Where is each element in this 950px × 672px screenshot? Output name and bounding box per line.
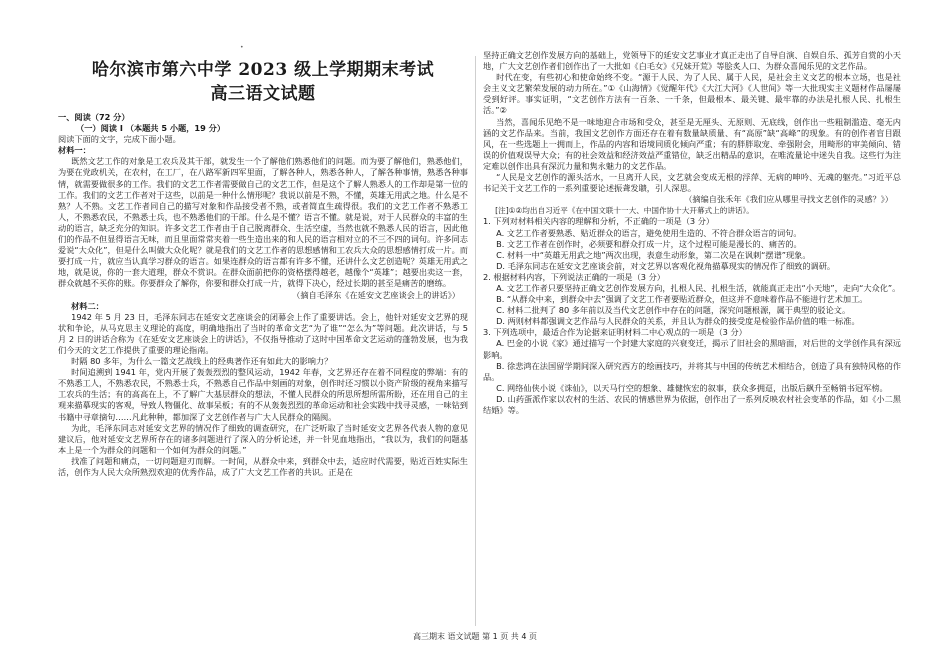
page-footer: 高三期末 语文试题 第 1 页 共 4 页 [413,632,537,641]
subsection-heading: （一）阅读 I （本题共 5 小题，19 分） [76,123,226,134]
punch-mark: • [240,44,244,51]
question-3-option-a: A. 巴金的小说《家》通过描写一个封建大家庭的兴衰变迁，揭示了旧社会的黑暗面，对后世的文学创作具有深远影响。 [483,338,901,360]
section-heading: 一、阅读（72 分） [58,112,130,122]
question-3-stem: 3. 下列选项中，最适合作为论据来证明材料二中心观点的一项是（3 分） [483,327,747,338]
material1-label: 材料一： [58,145,91,156]
material2-paragraph: 为此，毛泽东同志对延安文艺界的情况作了细致的调查研究，在广泛听取了当时延安文艺界各代表人物的意见建议后，他对延安文艺界所存在的诸多问题进行了深入的分析论述，并一针见血地指出，“我以为，我们的问题基本上是一个为群众的问题和一个如何为群众的问题。” [58,422,468,455]
question-1-stem: 1. 下列对材料相关内容的理解和分析，不正确的一项是（3 分） [483,216,715,227]
question-2-option-d: D. 两则材料都强调文艺作品与人民群众的关系，并且认为群众的接受度是检验作品价值的唯一标准。 [496,316,860,327]
instruction: 阅读下面的文字，完成下面小题。 [58,134,181,145]
material2-paragraph: 时代在变，有些初心和使命始终不变。“源于人民、为了人民、属于人民，是社会主义文艺的根本立场，也是社会主义文艺繁荣发展的动力所在。”①《山海情》《觉醒年代》《大江大河》《人世间》等一大批现实主义题材作品屡屡受到好评。事实证明，“文艺创作方法有一百条、一千条，但最根本、最关键、最牢靠的办法是扎根人民、扎根生活。”② [483,72,901,116]
material2-paragraph: 时隔 80 多年，为什么一篇文艺战线上的经典著作还有如此大的影响力？ [71,356,333,367]
material2-paragraph: 找准了问题和痛点，一切问题迎刃而解。一时间，从群众中来，到群众中去，适应时代需要，贴近百姓实际生活，创作为人民大众所熟烈欢迎的优秀作品，成了广大文艺工作者的共识。正是在 [58,455,468,477]
material2-paragraph: “人民是文艺创作的源头活水，一旦离开人民，文艺就会变成无根的浮萍、无病的呻吟、无魂的躯壳。”习近平总书记关于文艺工作的一系列重要论述振聋发聩，引人深思。 [483,172,901,194]
footnote: [注]①②均出自习近平《在中国文联十一大、中国作协十大开幕式上的讲话》。 [495,206,754,216]
material2-continued: 坚持正确文艺创作发展方向的基础上，党领导下的延安文艺事业才真正走出了自导自演、自娱自乐、孤芳自赏的小天地，广大文艺创作者们创作出了一大批如《白毛女》《兄妹开荒》等脍炙人口、为群众喜闻乐见的文艺作品。 [483,50,901,72]
material1-text: 既然文艺工作的对象是工农兵及其干部，就发生一个了解他们熟悉他们的问题。而为要了解他们，熟悉他们，为要在党政机关，在农村，在工厂，在八路军新四军里面，了解各种人，熟悉各种人，了解各种事情，熟悉各种事情，就需要做很多的工作。我们的文艺工作者需要做自己的文艺工作，但是这个了解人熟悉人的工作却是第一位的工作。我们的文艺工作者对于这些，以前是一种什么情形呢？我说以前是不熟，不懂，英雄无用武之地。什么是不熟？人不熟。文艺工作者同自己的描写对象和作品接受者不熟，或者简直生疏得很。我们的文艺工作者不熟悉工人，不熟悉农民，不熟悉士兵，也不熟悉他们的干部。什么是不懂？语言不懂。就是说，对于人民群众的丰富的生动的语言，缺乏充分的知识。许多文艺工作者由于自己脱离群众、生活空虚，当然也就不熟悉人民的语言，因此他们的作品不但显得语言无味，而且里面常常夹着一些生造出来的和人民的语言相对立的不三不四的词句。许多同志爱说“大众化”，但是什么叫做大众化呢？就是我们的文艺工作者的思想感情和工农兵大众的思想感情打成一片。而要打成一片，就应当认真学习群众的语言。如果连群众的语言都有许多不懂，还讲什么文艺创造呢？英雄无用武之地，就是说，你的一套大道理，群众不赏识。在群众面前把你的资格摆得越老，越像个“英雄”；越要出卖这一套，群众就越不买你的账。你要群众了解你，你要和群众打成一片，就得下决心，经过长期的甚至是痛苦的磨练。 [58,156,468,289]
question-2-option-b: B. “从群众中来，到群众中去”强调了文艺工作者要贴近群众，但这并不意味着作品不能进行艺术加工。 [496,294,868,305]
column-divider [475,56,476,626]
question-1-option-a: A. 文艺工作者要熟悉、贴近群众的语言，避免使用生造的、不符合群众语言的词句。 [496,227,802,238]
material2-paragraph: 当然，喜闻乐见绝不是一味地迎合市场和受众，甚至是无厘头、无原则、无底线，创作出一些粗制滥造、毫无内涵的文艺作品来。当前，我国文艺创作方面还存在着有数量缺质量、有“高原”缺“高峰”的现象。有的创作者盲目跟风，在一些选题上一拥而上，作品的内容和语境同质化倾向严重；有的胖胖取宠、牵强附会，用畸形的审美倾向、错误的价值观误导大众；有的社会效益和经济效益严重错位，缺乏出精品的意识，在唯流量论中迷失自我。这些行为注定难以创作出具有深沉力量和隽永魅力的文艺作品。 [483,116,901,171]
question-2-option-a: A. 文艺工作者只要坚持正确文艺创作发展方向，扎根人民、扎根生活，就能真正走出“小天地”，走向“大众化”。 [496,282,901,293]
material2-label: 材料二： [71,300,104,311]
question-1-option-d: D. 毛泽东同志在延安文艺座谈会前，对文艺界以客观化视角描摹现实的情况作了细致的调研。 [496,260,836,271]
question-2-option-c: C. 材料二批判了 80 多年前以及当代文艺创作中存在的问题，深究问题根源，属于典型的驳论文。 [496,305,851,316]
question-3-option-b: B. 徐悲鸿在法国留学期间深入研究西方的绘画技巧，并将其与中国的传统艺术相结合，创造了具有独特风格的作品。 [483,360,901,382]
exam-subtitle: 高三语文试题 [210,84,316,104]
question-3-option-c: C. 网络仙侠小说《诛仙》，以天马行空的想象、雄健恢宏的叙事，获众多拥趸，出版后飙升至畅销书冠军榜。 [496,382,888,393]
question-2-stem: 2. 根据材料内容，下列说法正确的一项是（3 分） [483,271,665,282]
left-column [58,50,468,478]
right-column [483,50,901,416]
material2-paragraph: 1942 年 5 月 23 日，毛泽东同志在延安文艺座谈会的闭幕会上作了重要讲话。会上，他针对延安文艺界的现状和争论，从马克思主义理论的高度，明确地指出了当时的革命文艺“为了谁”“怎么为”等问题。此次讲话，与 5 月 2 日的讲话合称为《在延安文艺座谈会上的讲话》，不仅指导推动了这时中国革命文艺运动的蓬勃发展，也为我们今天的文艺工作提供了重要的理论指南。 [58,311,468,355]
material1-source: （摘自毛泽东《在延安文艺座谈会上的讲话》） [292,289,460,300]
exam-title: 哈尔滨市第六中学 2023 级上学期期末考试 [91,60,435,80]
question-1-option-b: B. 文艺工作者在创作时，必须要和群众打成一片，这个过程可能是漫长的、痛苦的。 [496,238,802,249]
question-3-option-d: D. 山药蛋派作家以农村的生活、农民的情感世界为依据，创作出了一系列反映农村社会变革的作品，如《小二黑结婚》等。 [483,393,901,415]
material2-source: （摘编自张禾年《我们应从哪里寻找文艺创作的灵感？》） [684,194,893,205]
question-1-option-c: C. 材料一中“英雄无用武之地”两次出现，表意生动形象，第二次是在讽刺“摆谱”现象。 [496,249,811,260]
material2-paragraph: 时间追溯到 1941 年，党内开展了轰轰烈烈的整风运动，1942 年春，文艺界还存在着不同程度的弊端：有的不熟悉工人，不熟悉农民，不熟悉士兵，不熟悉自己作品中刻画的对象，创作时还习惯以小资产阶级的视角来描写工农兵的生活；有的高高在上，不了解广大基层群众的想法，不懂人民群众的所思所想所需所盼，还在用自己的主观来描摹现实的客观，导致人物僵化、故事呆板；有的不从轰轰烈烈的革命运动和社会实践中找寻灵感，一味钻到书籍中寻章摘句……凡此种种，都加深了文艺创作者与广大人民群众的隔阂。 [58,367,468,422]
